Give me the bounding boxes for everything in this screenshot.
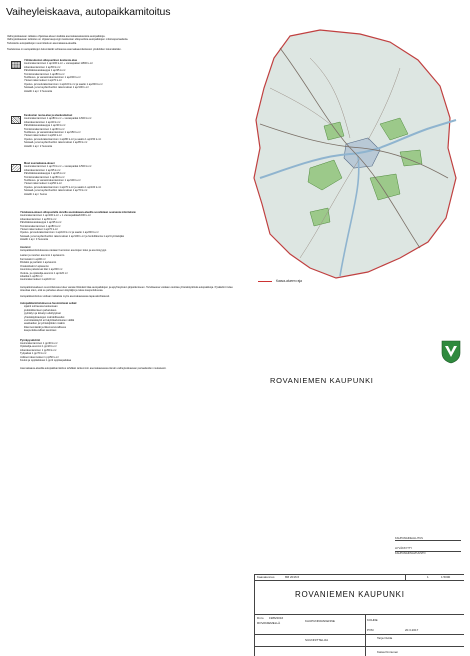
housing-line: Asumista palvelevat tilat 1 ap/200 m² <box>20 268 63 272</box>
kaavatunnus-label: Kaavatunnus <box>257 575 275 579</box>
principle-item: joukkoliikenteen palvelutaso <box>24 308 57 312</box>
bike-line: Koulut ja oppilaitokset 1 pp/2 oppilaspaikkaa <box>20 359 72 363</box>
zone-line: Päivittäistavarakauppa 1 ap/30 k-m² <box>24 124 66 128</box>
designer-name: Tarja Outila <box>377 636 393 640</box>
principle-item: vuorottaiskäyttö eri käyttötarkoitusten välillä <box>24 318 75 322</box>
general-line: Yleiset rakennukset 1 ap/70 k-m² <box>20 228 58 232</box>
department: KAUPUNKIRAKENNE <box>305 619 335 623</box>
zone-line: Sosiaali- ja terveydenhuollon rakennukset 1 ap/100 k-m² <box>24 86 89 90</box>
zone-line: Yleiset rakennukset 1 ap/60 k-m² <box>24 134 62 138</box>
housing-line: Lasten ja nuorten asunnot 1 ap/asunto <box>20 254 65 258</box>
zone-line: Teollisuus- ja varastorakentaminen 1 ap/200 k-m² <box>24 76 81 80</box>
housing-line: Vuokra- ja opiskelija-asunnot 1 ap/120 m² <box>20 271 68 275</box>
principle-item: kaupunkikuvalliset tavoitteet <box>24 329 57 333</box>
zone-line: Opetus- ja koulurakentaminen 1 ap/70 k-m² ja saatto 1 ap/100 k-m² <box>24 185 102 189</box>
bike-heading: Pyöräpysäköinti <box>20 338 41 342</box>
housing-line: Rivitalot ja paritalot 1 ap/asunto <box>20 261 57 265</box>
intro-line: Vaiheyleiskaavan ratkaisu ohjeistaa alueen kaikkia asemakaavatasoisia autopaikkoja. <box>7 35 106 38</box>
bike-line: Liikerakentaminen 1 pp/50 k-m² <box>20 348 57 352</box>
zone-line: Liikerakentaminen 1 ap/40 k-m² <box>24 120 61 124</box>
city-crest-icon <box>441 340 461 364</box>
kaavatunnus-value: 8M 2016:6 <box>285 575 300 579</box>
general-line: Opetus- ja koulurakentaminen 1 ap/100 k-m² ja saatto 1 ap/200 k-m² <box>20 231 99 235</box>
intro-line: Vaiheyleiskaavan tarkoitus on ohjata kaupungin keskustan ulkopuolisia autopaikkojen mitoitusperiaatteita. <box>7 38 129 42</box>
approval-line: HYVÄKSYTTY <box>395 547 461 551</box>
general-line: Päivittäistavarakauppa 1 ap/35 k-m² <box>20 221 62 225</box>
zone-block <box>24 114 239 148</box>
zone-line: Yleiset rakennukset 1 ap/50 k-m² <box>24 182 62 186</box>
dnro-value: 1986/2016 <box>269 616 284 620</box>
zone-swatch-lined <box>11 164 21 172</box>
zone-line: Liikerakentaminen 1 ap/50 k-m² <box>24 65 61 69</box>
plan-text-column <box>7 35 239 52</box>
zone-line: Asuinrakentaminen 1 ap/100 k-m² + vieraspaikat 1/800 k-m² <box>24 62 93 66</box>
zone-line: Asuinrakentaminen 1 ap/70 k-m² + vieraspaikat 1/500 k-m² <box>24 165 92 169</box>
general-line: Toimistorakentaminen 1 ap/80 k-m² <box>20 224 61 228</box>
zone-heading: Muut asemakaava-alueet <box>24 162 55 165</box>
document-title: Vaiheyleiskaava, autopaikkamitoitus <box>6 6 171 18</box>
zone-line: Opetus- ja koulurakentaminen 1 ap/100 k-m² ja saatto 1 ap/200 k-m² <box>24 82 103 86</box>
zone-heading: Ydinkeskustan ulkopuolinen keskusta-alue <box>24 59 78 62</box>
housing-heading: Asunnot <box>20 245 31 249</box>
approval-line: KAUPUNGINVALTUUSTO <box>395 551 426 555</box>
boundary-legend-label: Kaava-alueen raja <box>276 279 302 283</box>
bike-line: Julkiset rakennukset 1 pp/50 k-m² <box>20 355 59 359</box>
zone-line: Sosiaali- ja terveydenhuollon rakennukset 1 ap/80 k-m² <box>24 141 88 145</box>
principles-heading: Autopaikkamitoituksessa huomioitavat seikat: <box>20 301 78 305</box>
kohde-label: KOHDE <box>367 618 378 622</box>
pvm-label: PVM <box>367 628 374 632</box>
bike-line: Opiskelija-asunnot 1 pp/20 k-m² <box>20 345 57 349</box>
zone-line: Opetus- ja koulurakentaminen 1 ap/80 k-m² ja saatto 1 ap/150 k-m² <box>24 137 102 141</box>
dnro-label: Dnro <box>257 616 264 620</box>
general-line: Liikerakentaminen 1 ap/50 k-m² <box>20 217 57 221</box>
housing-line: Omakotitalot 2 ap/asunto <box>20 264 49 268</box>
zone-line: Hotellit 1 ap / huone <box>24 192 48 196</box>
title-block-city: ROVANIEMEN KAUPUNKI <box>295 590 405 599</box>
housing-line: Kerrostalot 1 ap/90 m² <box>20 257 46 261</box>
footnote: Asemakaava-alueilla autopaikkamitoitus tehdään tarkemmin asemakaavassa tämän vaiheyleiskaavan periaatteiden mukaisesti. <box>20 367 167 371</box>
zone-line: Yleiset rakennukset 1 ap/70 k-m² <box>24 79 62 83</box>
housing-text: Autopaikkamitoituksessa otetaan huomioon asuntojen koko ja asuntotyyppi. <box>20 249 107 253</box>
zone-line: Toimistorakentaminen 1 ap/50 k-m² <box>24 175 65 179</box>
approval-stamp <box>395 537 461 555</box>
city-header: ROVANIEMEN KAUPUNKI <box>270 376 374 385</box>
zone-line: Hotellit 1 ap / 2 huonetta <box>24 144 53 148</box>
parking-paragraph: Autopaikkamitoitus voidaan ratkaista myös asemakaavassa tapauskohtaisesti. <box>20 294 110 298</box>
principle-item: liikennemäärät ja liikenneturvallisuus <box>24 325 67 329</box>
principle-item: sijainti suhteessa keskustaan <box>24 305 58 309</box>
place: ROVANIEMELLÄ <box>257 621 281 625</box>
principle-item: asukkaiden ja työntekijöiden määrä <box>24 322 65 326</box>
zone-line: Hotellit 1 ap / 3 huonetta <box>24 89 53 93</box>
scale-label: 1 <box>427 575 429 579</box>
parking-paragraph: Autopaikoitusalueen suunnittelussa tulee varata riittävästi tilaa autopaikkojen ja ajoyhteyksien järjestämiseen. Tarvittaessa voidaan osoittaa yhteiskäyttöisiä autopaikkoja. Pysäköinti tulee toteuttaa siten, että se palvelee alueen käyttäjiä ja tukee kaupunkikuvaa. <box>20 285 233 293</box>
zone-block <box>24 59 239 93</box>
zone-intro: Taulukossa on autopaikkojen lukumäärät suhteessa asemakaavoitettavien yksiköiden lukumäärään. <box>7 48 122 52</box>
zone-line: Päivittäistavarakauppa 1 ap/35 k-m² <box>24 69 66 73</box>
zone-line: Toimistorakentaminen 1 ap/60 k-m² <box>24 127 65 131</box>
approval-line: KAUPUNGINHALLITUS <box>395 537 461 541</box>
zone-swatch-hatched <box>11 116 21 124</box>
pvm-value: 20.3.2017 <box>405 628 419 632</box>
zone-line: Sosiaali- ja terveydenhuollon rakennukset 1 ap/70 k-m² <box>24 189 88 193</box>
zone-line: Asuinrakentaminen 1 ap/80 k-m² + vieraspaikat 1/600 k-m² <box>24 117 92 121</box>
intro-line: Tarkoitettu autopaikkojen suunnitteluun asemakaava-alueilla. <box>7 41 77 45</box>
housing-line: Liiketilat 1 ap/50 m² <box>20 274 43 278</box>
zone-line: Liikerakentaminen 1 ap/35 k-m² <box>24 168 61 172</box>
zone-block <box>24 162 239 196</box>
plan-map <box>250 28 458 280</box>
scale-value: 1:5000 <box>441 575 451 579</box>
bike-line: Asuinrakentaminen 1 pp/30 k-m² <box>20 342 58 345</box>
designer-name: Katsa Kinnunen <box>377 650 399 654</box>
principle-item: pyöräilyn ja kävelyn edellytykset <box>24 312 61 316</box>
housing-line: Asuinrakennukset 1 ap/100 m² <box>20 278 56 282</box>
zone-line: Teollisuus- ja varastorakentaminen 1 ap/100 k-m² <box>24 179 81 183</box>
title-block <box>254 574 464 656</box>
zone-swatch-dotted <box>11 61 21 69</box>
general-section <box>20 211 240 371</box>
general-line: Hotellit 1 ap / 3 huonetta <box>20 238 49 242</box>
boundary-legend-symbol <box>258 281 272 282</box>
general-intro: Yleiskaava-alueen ulkopuolella olevilla asemakaava-alueilla sovelletaan seuraavia mitoituksia: <box>20 211 137 214</box>
designer-role: SUUNNITTELIJA <box>305 638 329 642</box>
zone-heading: Keskustan reuna-alue ja aluekeskukset <box>24 114 73 117</box>
principle-item: yhteiskäyttöautojen mahdollisuudet <box>24 315 65 319</box>
zone-line: Päivittäistavarakauppa 1 ap/25 k-m² <box>24 172 66 176</box>
zone-line: Teollisuus- ja varastorakentaminen 1 ap/150 k-m² <box>24 131 81 135</box>
bike-line: Työpaikat 1 pp/70 k-m² <box>20 352 47 356</box>
zone-line: Toimistorakentaminen 1 ap/80 k-m² <box>24 72 65 76</box>
general-line: Asuinrakentaminen 1 ap/100 k-m² + 1 vieraspaikka/1000 k-m² <box>20 214 91 218</box>
general-line: Sosiaali- ja terveydenhuollon rakennukset 1 ap/100 k-m² ja henkilökunta 1 ap/4 työntekijää <box>20 234 124 238</box>
